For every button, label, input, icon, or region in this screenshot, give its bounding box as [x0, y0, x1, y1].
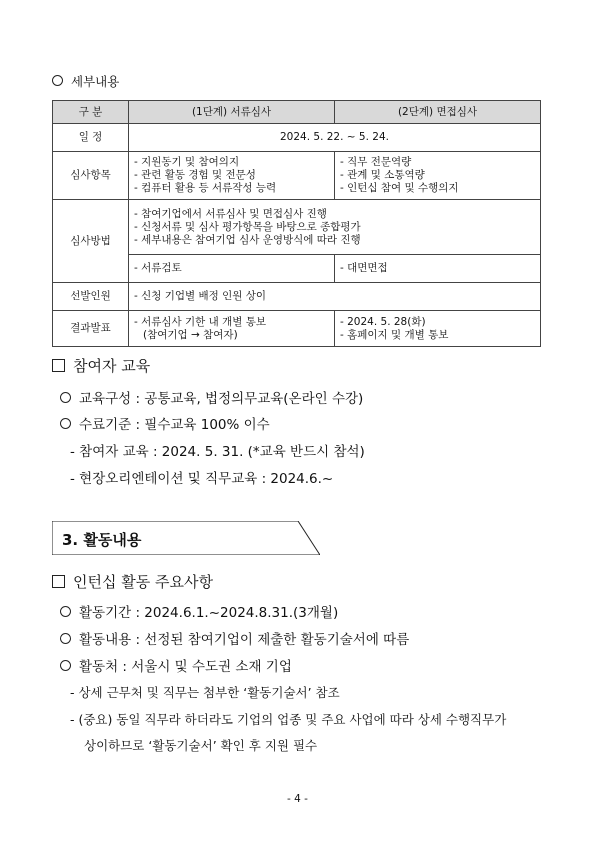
list-item: 교육구성 : 공통교육, 법정의무교육(온라인 수강)	[60, 387, 363, 407]
screening-table	[52, 100, 541, 347]
table-header-cell: (2단계) 면접심사	[335, 101, 541, 124]
row-label: 선발인원	[53, 283, 129, 311]
list-subitem: - 상세 근무처 및 직무는 첨부한 ‘활동기술서’ 참조	[70, 685, 340, 700]
criteria-interview: - 직무 전문역량 - 관계 및 소통역량 - 인턴십 참여 및 수행의지	[335, 152, 541, 200]
circle-bullet-icon	[60, 633, 71, 644]
method-common: - 참여기업에서 서류심사 및 면접심사 진행 - 신청서류 및 심사 평가항목을 바탕으로 종합평가 - 세부내용은 참여기업 심사 운영방식에 따라 진행	[129, 200, 541, 255]
table-header-cell: 구 분	[53, 101, 129, 124]
list-item: 활동처 : 서울시 및 수도권 소재 기업	[60, 655, 292, 675]
circle-bullet-icon	[60, 606, 71, 617]
section-title: 3. 활동내용	[62, 531, 142, 549]
circle-bullet-icon	[60, 660, 71, 671]
row-label: 일 정	[53, 124, 129, 152]
table-row	[53, 200, 541, 255]
selection-value: - 신청 기업별 배정 인원 상이	[129, 283, 541, 311]
result-interview: - 2024. 5. 28(화) - 홈페이지 및 개별 통보	[335, 311, 541, 347]
criteria-doc: - 지원동기 및 참여의지 - 관련 활동 경험 및 전문성 - 컴퓨터 활용 등 서류작성 능력	[129, 152, 335, 200]
table-row	[53, 311, 541, 347]
table-row	[53, 152, 541, 200]
table-row	[53, 283, 541, 311]
method-doc: - 서류검토	[129, 255, 335, 283]
row-label: 심사항목	[53, 152, 129, 200]
list-subitem: - 참여자 교육 : 2024. 5. 31. (*교육 반드시 참석)	[70, 444, 365, 460]
education-title: 참여자 교육	[52, 355, 150, 376]
list-subitem: - 현장오리엔테이션 및 직무교육 : 2024.6.~	[70, 471, 334, 487]
detail-heading: 세부내용	[52, 72, 119, 90]
table-row	[53, 124, 541, 152]
list-item: 수료기준 : 필수교육 100% 이수	[60, 413, 270, 433]
list-subitem: - (중요) 동일 직무라 하더라도 기업의 업종 및 주요 사업에 따라 상세 수행직무가	[70, 712, 507, 727]
page-number: - 4 -	[287, 793, 308, 805]
row-label: 심사방법	[53, 200, 129, 283]
square-bullet-icon	[52, 359, 65, 372]
square-bullet-icon	[52, 575, 65, 588]
method-interview: - 대면면접	[335, 255, 541, 283]
circle-bullet-icon	[52, 75, 63, 86]
schedule-value: 2024. 5. 22. ~ 5. 24.	[129, 124, 541, 152]
table-header-row	[53, 101, 541, 124]
list-item: 활동내용 : 선정된 참여기업이 제출한 활동기술서에 따름	[60, 628, 409, 648]
internship-title: 인턴십 활동 주요사항	[52, 571, 213, 592]
result-doc: - 서류심사 기한 내 개별 통보 (참여기업 → 참여자)	[129, 311, 335, 347]
circle-bullet-icon	[60, 418, 71, 429]
circle-bullet-icon	[60, 392, 71, 403]
list-item: 활동기간 : 2024.6.1.~2024.8.31.(3개월)	[60, 601, 338, 621]
row-label: 결과발표	[53, 311, 129, 347]
table-header-cell: (1단계) 서류심사	[129, 101, 335, 124]
list-subitem: 상이하므로 ‘활동기술서’ 확인 후 지원 필수	[84, 738, 318, 753]
